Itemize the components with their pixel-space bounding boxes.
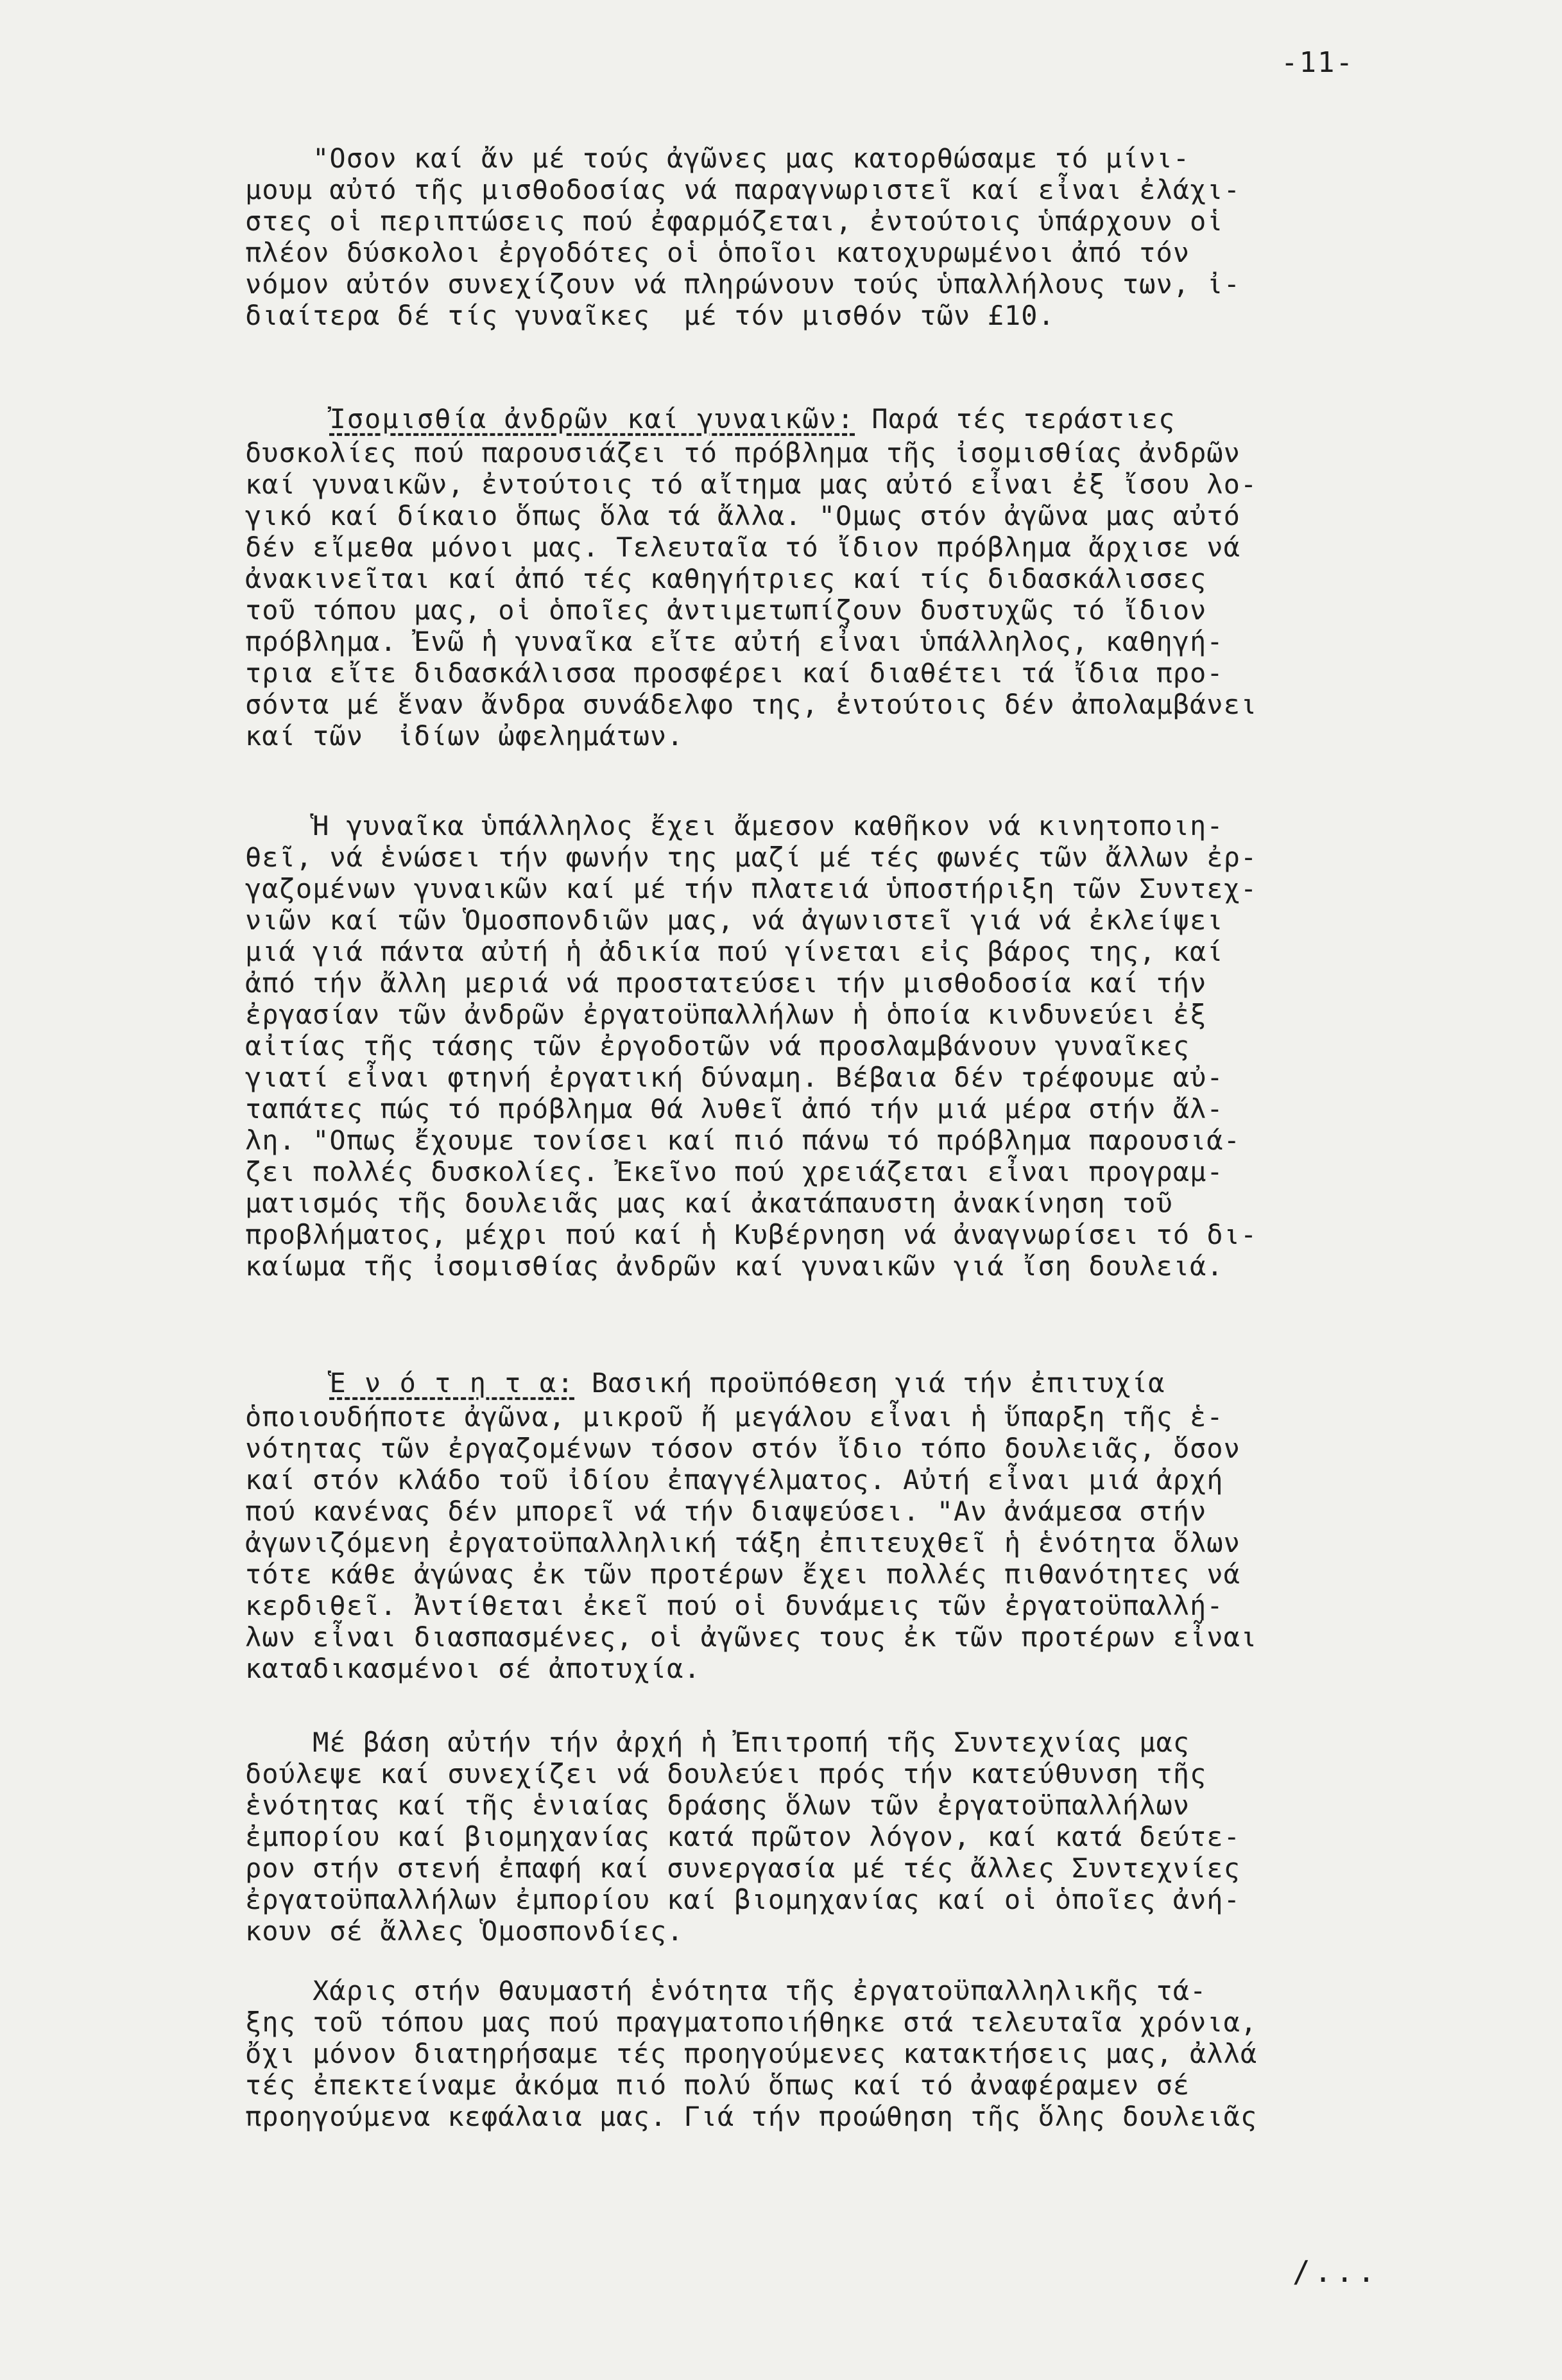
text-line: "Οσον καί ἄν μέ τούς ἀγῶνες μας κατορθώσαμε τό μίνι-	[245, 142, 1190, 174]
text-line: πού κανένας δέν μπορεῖ νά τήν διαψεύσει. "Αν ἀνάμεσα στήν	[245, 1496, 1207, 1527]
text-line: γιατί εἶναι φτηνή ἐργατική δύναμη. Βέβαια δέν τρέφουμε αὐ-	[245, 1062, 1224, 1093]
text-line: νιῶν καί τῶν Ὁμοσπονδιῶν μας, νά ἀγωνιστεῖ γιά νά ἐκλείψει	[245, 904, 1224, 936]
text-line: νότητας τῶν ἐργαζομένων τόσον στόν ἴδιο τόπο δουλειᾶς, ὅσον	[245, 1433, 1240, 1464]
text-line: ἐμπορίου καί βιομηχανίας κατά πρῶτον λόγον, καί κατά δεύτε-	[245, 1821, 1240, 1852]
text-line: κερδιθεῖ. Ἀντίθεται ἐκεῖ πού οἱ δυνάμεις τῶν ἐργατοϋπαλλή-	[245, 1590, 1224, 1621]
heading-continuation: Παρά τές τεράστιες	[855, 403, 1176, 435]
text-line: τές ἐπεκτείναμε ἀκόμα πιό πολύ ὅπως καί τό ἀναφέραμεν σέ	[245, 2069, 1190, 2101]
text-line: ἀγωνιζόμενη ἐργατοϋπαλληλική τάξη ἐπιτευχθεῖ ἡ ἑνότητα ὅλων	[245, 1527, 1240, 1558]
text-line: ὄχι μόνον διατηρήσαμε τές προηγούμενες κατακτήσεις μας, ἀλλά	[245, 2038, 1258, 2069]
text-line: κουν σέ ἄλλες Ὁμοσπονδίες.	[245, 1915, 684, 1947]
continuation-mark: /...	[1292, 2254, 1379, 2289]
text-line: πρόβλημα. Ἐνῶ ἡ γυναῖκα εἴτε αὐτή εἶναι ὑπάλληλος, καθηγή-	[245, 626, 1224, 657]
text-line: Χάρις στήν θαυμαστή ἑνότητα τῆς ἐργατοϋπαλληλικῆς τά-	[245, 1975, 1207, 2006]
text-line: προηγούμενα κεφάλαια μας. Γιά τήν προώθηση τῆς ὅλης δουλειᾶς	[245, 2101, 1258, 2132]
text-line: καταδικασμένοι σέ ἀποτυχία.	[245, 1653, 701, 1684]
section-heading: Ἰσομισθία ἀνδρῶν καί γυναικῶν:	[329, 403, 855, 435]
text-line: δούλεψε καί συνεχίζει νά δουλεύει πρός τήν κατεύθυνση τῆς	[245, 1758, 1207, 1789]
text-line: ταπάτες πώς τό πρόβλημα θά λυθεῖ ἀπό τήν μιά μέρα στήν ἄλ-	[245, 1093, 1224, 1125]
text-line: ματισμός τῆς δουλειᾶς μας καί ἀκατάπαυστη ἀνακίνηση τοῦ	[245, 1187, 1173, 1219]
text-line: τοῦ τόπου μας, οἱ ὁποῖες ἀντιμετωπίζουν δυστυχῶς τό ἴδιον	[245, 594, 1207, 626]
section-unity	[245, 1365, 1452, 1684]
text-line: μουμ αὐτό τῆς μισθοδοσίας νά παραγνωριστεῖ καί εἶναι ἐλάχι-	[245, 174, 1240, 205]
text-line: γαζομένων γυναικῶν καί μέ τήν πλατειά ὑποστήριξη τῶν Συντεχ-	[245, 873, 1258, 904]
page-number: -11-	[1281, 46, 1354, 79]
text-line: ζει πολλές δυσκολίες. Ἐκεῖνο πού χρειάζεται εἶναι προγραμ-	[245, 1156, 1224, 1187]
paragraph-achievements	[245, 1975, 1452, 2132]
text-line: δέν εἴμεθα μόνοι μας. Τελευταῖα τό ἴδιον πρόβλημα ἄρχισε νά	[245, 531, 1240, 563]
text-line: αἰτίας τῆς τάσης τῶν ἐργοδοτῶν νά προσλαμβάνουν γυναῖκες	[245, 1030, 1190, 1062]
text-line: ἀνακινεῖται καί ἀπό τές καθηγήτριες καί τίς διδασκάλισσες	[245, 563, 1207, 594]
text-line: γικό καί δίκαιο ὅπως ὅλα τά ἄλλα. "Ομως στόν ἀγῶνα μας αὐτό	[245, 500, 1240, 531]
text-line: σόντα μέ ἕναν ἄνδρα συνάδελφο της, ἐντούτοις δέν ἀπολαμβάνει	[245, 689, 1258, 720]
text-line: ἐργασίαν τῶν ἀνδρῶν ἐργατοϋπαλλήλων ἡ ὁποία κινδυνεύει ἐξ	[245, 999, 1207, 1030]
text-line: Ἡ γυναῖκα ὑπάλληλος ἔχει ἄμεσον καθῆκον νά κινητοποιη-	[245, 810, 1224, 841]
text-line: καίωμα τῆς ἰσομισθίας ἀνδρῶν καί γυναικῶν γιά ἴση δουλειά.	[245, 1250, 1224, 1282]
text-line: ὁποιουδήποτε ἀγῶνα, μικροῦ ἤ μεγάλου εἶναι ἡ ὕπαρξη τῆς ἑ-	[245, 1401, 1224, 1433]
text-line: λων εἶναι διασπασμένες, οἱ ἀγῶνες τους ἐκ τῶν προτέρων εἶναι	[245, 1621, 1258, 1653]
text-line: διαίτερα δέ τίς γυναῖκες μέ τόν μισθόν τῶν £10.	[245, 300, 1055, 331]
text-line: τότε κάθε ἀγώνας ἐκ τῶν προτέρων ἔχει πολλές πιθανότητες νά	[245, 1558, 1240, 1590]
text-line: καί στόν κλάδο τοῦ ἰδίου ἐπαγγέλματος. Αὐτή εἶναι μιά ἀρχή	[245, 1464, 1224, 1496]
text-line: θεῖ, νά ἑνώσει τήν φωνήν της μαζί μέ τές φωνές τῶν ἄλλων ἐρ-	[245, 841, 1258, 873]
text-line: νόμον αὐτόν συνεχίζουν νά πληρώνουν τούς ὑπαλλήλους των, ἰ-	[245, 268, 1240, 300]
paragraph-minimum-wage	[245, 142, 1452, 331]
section-heading-line	[245, 401, 1452, 437]
heading-continuation: Βασική προϋπόθεση γιά τήν ἐπιτυχία	[574, 1367, 1165, 1399]
text-line: πλέον δύσκολοι ἐργοδότες οἱ ὁποῖοι κατοχυρωμένοι ἀπό τόν	[245, 237, 1190, 268]
text-line: ἀπό τήν ἄλλη μεριά νά προστατεύσει τήν μισθοδοσία καί τήν	[245, 967, 1207, 999]
text-line: τρια εἴτε διδασκάλισσα προσφέρει καί διαθέτει τά ἴδια προ-	[245, 657, 1224, 689]
paragraph-woman-employee	[245, 810, 1452, 1282]
paragraph-committee	[245, 1727, 1452, 1947]
text-line: λη. "Οπως ἔχουμε τονίσει καί πιό πάνω τό πρόβλημα παρουσιά-	[245, 1125, 1240, 1156]
text-line: Μέ βάση αὐτήν τήν ἀρχή ἡ Ἐπιτροπή τῆς Συντεχνίας μας	[245, 1727, 1190, 1758]
text-line: ἑνότητας καί τῆς ἑνιαίας δράσης ὅλων τῶν ἐργατοϋπαλλήλων	[245, 1789, 1190, 1821]
section-equal-pay	[245, 401, 1452, 752]
text-line: καί τῶν ἰδίων ὠφελημάτων.	[245, 720, 684, 752]
text-line: δυσκολίες πού παρουσιάζει τό πρόβλημα τῆς ἰσομισθίας ἀνδρῶν	[245, 437, 1240, 469]
section-heading-line	[245, 1365, 1452, 1401]
text-line: στες οἱ περιπτώσεις πού ἐφαρμόζεται, ἐντούτοις ὑπάρχουν οἱ	[245, 205, 1224, 237]
section-heading: Ἑ ν ό τ η τ α:	[329, 1367, 575, 1399]
text-line: ἐργατοϋπαλλήλων ἐμπορίου καί βιομηχανίας καί οἱ ὁποῖες ἀνή-	[245, 1884, 1240, 1915]
text-line: μιά γιά πάντα αὐτή ἡ ἀδικία πού γίνεται εἰς βάρος της, καί	[245, 936, 1224, 967]
text-line: ξης τοῦ τόπου μας πού πραγματοποιήθηκε στά τελευταῖα χρόνια,	[245, 2006, 1258, 2038]
text-line: προβλήματος, μέχρι πού καί ἡ Κυβέρνηση νά ἀναγνωρίσει τό δι-	[245, 1219, 1258, 1250]
text-line: ρον στήν στενή ἐπαφή καί συνεργασία μέ τές ἄλλες Συντεχνίες	[245, 1852, 1240, 1884]
text-line: καί γυναικῶν, ἐντούτοις τό αἴτημα μας αὐτό εἶναι ἐξ ἴσου λο-	[245, 469, 1258, 500]
